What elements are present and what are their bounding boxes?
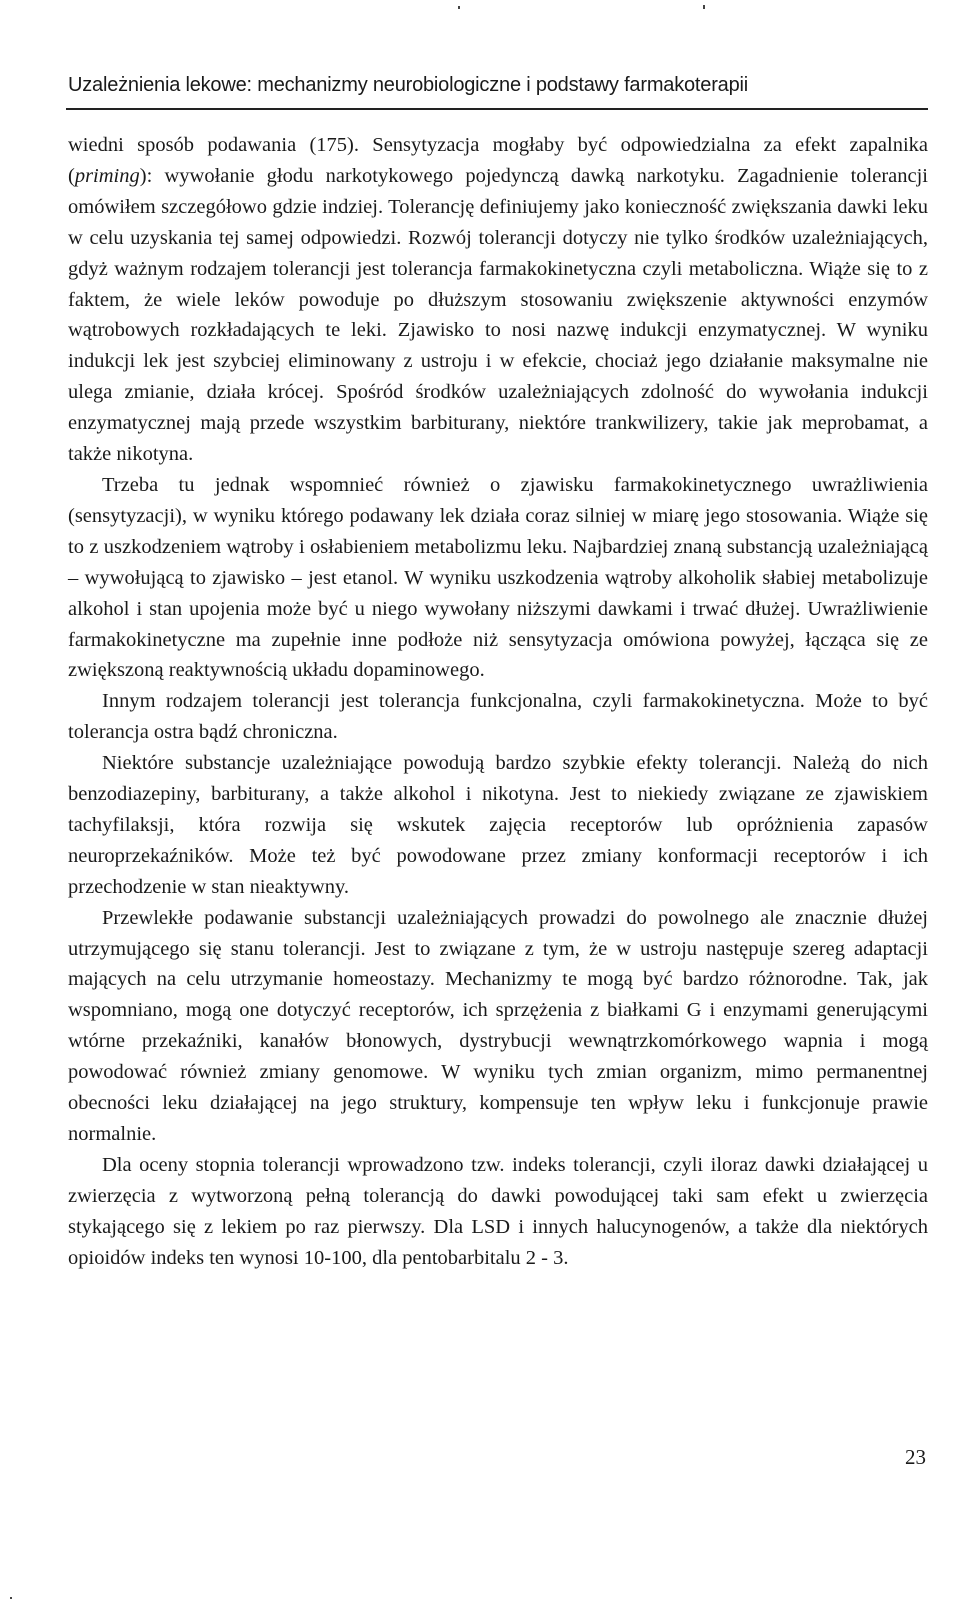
scan-speck bbox=[10, 1597, 12, 1599]
paragraph-1 bbox=[68, 130, 928, 470]
paragraph-1-text-end: ): wywołanie głodu narkotykowego pojedynczą dawką narkotyku. Zagadnienie tolerancji omówiłem szczegółowo gdzie indziej. Tolerancję definiujemy jako konieczność zwiększania dawki leku w celu uzyskania tej samej odpowiedzi. Rozwój tolerancji dotyczy nie tylko środków uzależniających, gdyż ważnym rodzajem tolerancji jest tolerancja farmakokinetyczna czyli metaboliczna. Wiąże się to z faktem, że wiele leków powoduje po dłuższym stosowaniu zwiększenie aktywności enzymów wątrobowych rozkładających te leki. Zjawisko to nosi nazwę indukcji enzymatycznej. W wyniku indukcji lek jest szybciej eliminowany z ustroju i w efekcie, chociaż jego działanie maksymalne nie ulega zmianie, działa krócej. Spośród środków uzależniających zdolność do wywołania indukcji enzymatycznej mają przede wszystkim barbiturany, niektóre trankwilizery, takie jak meprobamat, a także nikotyna. bbox=[68, 164, 928, 466]
page-number: 23 bbox=[905, 1445, 926, 1469]
scan-speck bbox=[703, 5, 705, 9]
paragraph-2: Trzeba tu jednak wspomnieć również o zjawisku farmakokinetycznego uwrażliwienia (sensytyzacji), w wyniku którego podawany lek działa coraz silniej w miarę jego stosowania. Wiąże się to z uszkodzeniem wątroby i osłabieniem metabolizmu leku. Najbardziej znaną substancją uzależniającą – wywołującą to zjawisko – jest etanol. W wyniku uszkodzenia wątroby alkoholik słabiej metabolizuje alkohol i stan upojenia może być u niego wywołany niższymi dawkami i trwać dłużej. Uwrażliwienie farmakokinetyczne ma zupełnie inne podłoże niż sensytyzacja omówiona powyżej, łącząca się ze zwiększoną reaktywnością układu dopaminowego. bbox=[68, 473, 928, 682]
body-text bbox=[68, 130, 928, 1274]
header-rule bbox=[66, 108, 928, 110]
paragraph-1-text-start: wiedni sposób podawania (175). Sensytyzacja mogłaby być odpowiedzialna za efekt zapalnika ( bbox=[68, 134, 928, 187]
emphasis-priming: priming bbox=[74, 164, 140, 187]
paragraph-3: Innym rodzajem tolerancji jest tolerancja funkcjonalna, czyli farmakokinetyczna. Może to być tolerancja ostra bądź chroniczna. bbox=[68, 690, 928, 744]
scan-speck bbox=[458, 6, 460, 9]
running-head: Uzależnienia lekowe: mechanizmy neurobiologiczne i podstawy farmakoterapii bbox=[68, 74, 748, 96]
paragraph-6: Dla oceny stopnia tolerancji wprowadzono tzw. indeks tolerancji, czyli iloraz dawki działającej u zwierzęcia z wytworzoną pełną tolerancją do dawki powodującej taki sam efekt u zwierzęcia stykającego się z lekiem po raz pierwszy. Dla LSD i innych halucynogenów, a także dla niektórych opioidów indeks ten wynosi 10-100, dla pentobarbitalu 2 - 3. bbox=[68, 1153, 928, 1269]
paragraph-4: Niektóre substancje uzależniające powodują bardzo szybkie efekty tolerancji. Należą do nich benzodiazepiny, barbiturany, a także alkohol i nikotyna. Jest to niekiedy związane ze zjawiskiem tachyfilaksji, która rozwija się wskutek zajęcia receptorów lub opróżnienia zapasów neuroprzekaźników. Może też być powodowane przez zmiany konformacji receptorów i ich przechodzenie w stan nieaktywny. bbox=[68, 752, 928, 898]
paragraph-5: Przewlekłe podawanie substancji uzależniających prowadzi do powolnego ale znacznie dłużej utrzymującego się stanu tolerancji. Jest to związane z tym, że w ustroju następuje szereg adaptacji mających na celu utrzymanie homeostazy. Mechanizmy te mogą być bardzo różnorodne. Tak, jak wspomniano, mogą one dotyczyć receptorów, ich sprzężenia z białkami G i enzymami generującymi wtórne przekaźniki, kanałów błonowych, dystrybucji wewnątrzkomórkowego wapnia i mogą powodować również zmiany genomowe. W wyniku tych zmian organizm, mimo permanentnej obecności leku działającej na jego struktury, kompensuje ten wpływ leku i funkcjonuje prawie normalnie. bbox=[68, 906, 928, 1145]
